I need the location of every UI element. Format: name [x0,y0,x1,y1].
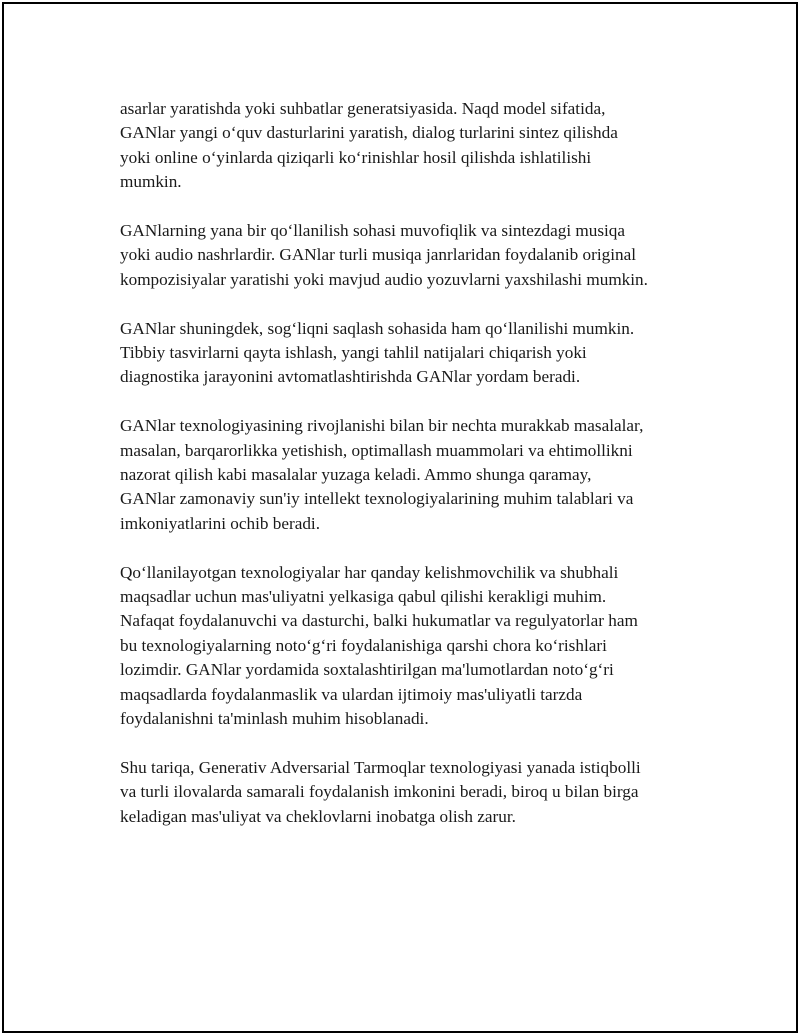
text-line: bu texnologiyalarning noto‘g‘ri foydalanishiga qarshi chora ko‘rishlari [120,635,607,655]
text-line: foydalanishni ta'minlash muhim hisoblanadi. [120,709,429,729]
text-line: yoki online o‘yinlarda qiziqarli ko‘rinishlar hosil qilishda ishlatilishi [120,147,592,167]
text-line: nazorat qilish kabi masalalar yuzaga keladi. Ammo shunga qaramay, [120,465,592,485]
text-line: GANlar shuningdek, sog‘liqni saqlash sohasida ham qo‘llanilishi mumkin. [120,318,635,338]
paragraph-1 [120,97,700,195]
text-line: GANlarning yana bir qo‘llanilish sohasi muvofiqlik va sintezdagi musiqa [120,221,626,241]
paragraph-3 [120,317,700,390]
text-line: GANlar zamonaviy sun'iy intellekt texnologiyalarining muhim talablari va [120,489,634,509]
text-line: kompozisiyalar yaratishi yoki mavjud audio yozuvlarni yaxshilashi mumkin. [120,269,648,289]
paragraph-5 [120,561,700,732]
text-line: mumkin. [120,172,182,192]
page-frame [2,2,798,1033]
text-line: yoki audio nashrlardir. GANlar turli musiqa janrlaridan foydalanib original [120,245,636,265]
paragraph-6 [120,756,700,829]
text-line: asarlar yaratishda yoki suhbatlar generatsiyasida. Naqd model sifatida, [120,99,606,118]
text-line: Nafaqat foydalanuvchi va dasturchi, balki hukumatlar va regulyatorlar ham [120,611,638,631]
text-line: lozimdir. GANlar yordamida soxtalashtirilgan ma'lumotlardan noto‘g‘ri [120,660,614,680]
paragraph-4 [120,414,700,536]
text-line: diagnostika jarayonini avtomatlashtirishda GANlar yordam beradi. [120,367,581,387]
text-line: Tibbiy tasvirlarni qayta ishlash, yangi tahlil natijalari chiqarish yoki [120,343,587,363]
text-line: GANlar texnologiyasining rivojlanishi bilan bir nechta murakkab masalalar, [120,416,644,436]
text-line: Qo‘llanilayotgan texnologiyalar har qanday kelishmovchilik va shubhali [120,562,619,582]
text-line: imkoniyatlarini ochib beradi. [120,513,320,533]
text-line: Shu tariqa, Generativ Adversarial Tarmoqlar texnologiyasi yanada istiqbolli [120,757,641,777]
text-line: maqsadlar uchun mas'uliyatni yelkasiga qabul qilishi kerakligi muhim. [120,587,607,607]
text-line: keladigan mas'uliyat va cheklovlarni inobatga olish zarur. [120,806,516,826]
text-line: masalan, barqarorlikka yetishish, optimallash muammolari va ehtimollikni [120,440,633,460]
text-line: maqsadlarda foydalanmaslik va ulardan ijtimoiy mas'uliyatli tarzda [120,684,583,704]
paragraph-2 [120,219,700,292]
text-line: GANlar yangi o‘quv dasturlarini yaratish, dialog turlarini sintez qilishda [120,123,618,143]
document-body [120,97,700,854]
text-line: va turli ilovalarda samarali foydalanish imkonini beradi, biroq u bilan birga [120,782,639,802]
